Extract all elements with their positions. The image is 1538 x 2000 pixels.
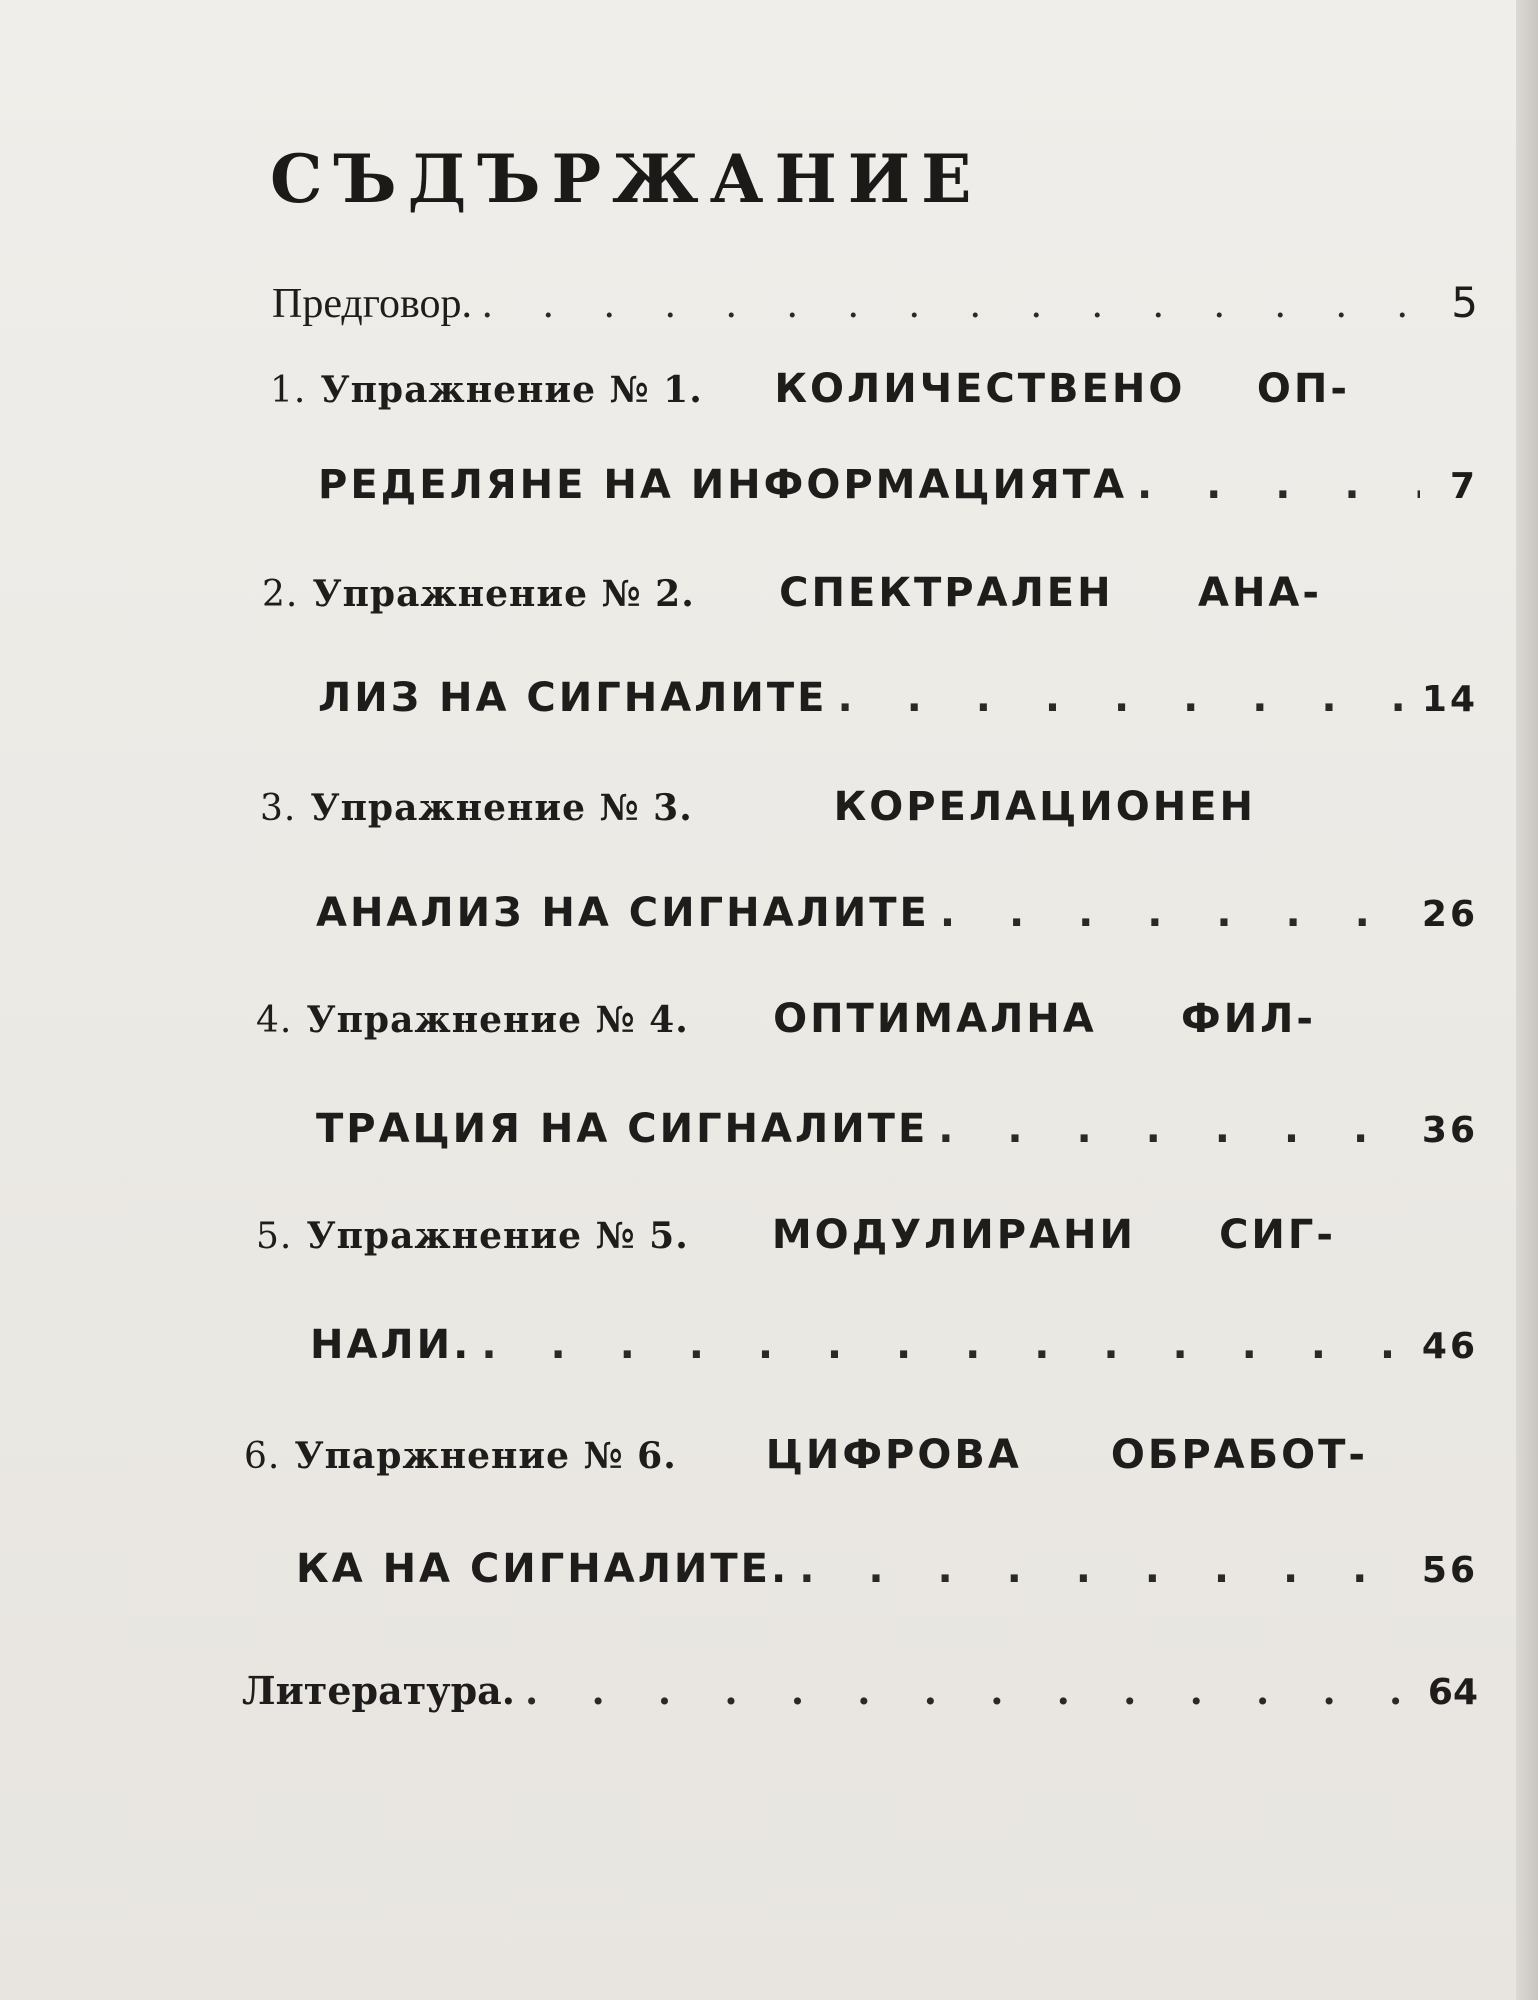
toc-entry-preface bbox=[272, 278, 1478, 328]
leader-dots bbox=[1137, 462, 1420, 508]
toc-entry-4-cont bbox=[316, 1106, 1478, 1152]
leader-dots bbox=[940, 890, 1404, 936]
exercise-label: 4. Упражнение № 4. bbox=[256, 999, 689, 1041]
leader-dots bbox=[482, 280, 1420, 328]
toc-page-number: 46 bbox=[1421, 1326, 1478, 1367]
toc-title: СЪДЪРЖАНИЕ bbox=[270, 140, 983, 218]
toc-entry-5-cont bbox=[310, 1322, 1478, 1368]
toc-page-number: 56 bbox=[1421, 1550, 1478, 1591]
toc-entry-3-head bbox=[260, 784, 1256, 830]
toc-entry-1-cont bbox=[318, 462, 1478, 508]
entry-title-continued: ЛИЗ НА СИГНАЛИТЕ bbox=[318, 675, 828, 721]
toc-entry-1-head bbox=[270, 366, 1350, 412]
entry-title-hyphenated: ОП- bbox=[1256, 366, 1350, 412]
exercise-label: 2. Упражнение № 2. bbox=[262, 573, 695, 615]
toc-entry-2-head bbox=[262, 570, 1322, 616]
exercise-label: 1. Упражнение № 1. bbox=[270, 369, 703, 411]
entry-title-part: ЦИФРОВА bbox=[765, 1432, 1022, 1478]
toc-entry-label: Литература. bbox=[242, 1668, 515, 1713]
toc-entry-6-cont bbox=[296, 1546, 1478, 1592]
entry-title-hyphenated: ОБРАБОТ- bbox=[1110, 1432, 1368, 1478]
entry-title-continued: РЕДЕЛЯНЕ НА ИНФОРМАЦИЯТА bbox=[318, 462, 1128, 508]
toc-entry-5-head bbox=[256, 1212, 1336, 1258]
toc-page-number: 7 bbox=[1449, 466, 1478, 507]
toc-page-number: 14 bbox=[1421, 679, 1478, 720]
toc-page-number: 36 bbox=[1421, 1110, 1478, 1151]
toc-entry-4-head bbox=[256, 996, 1316, 1042]
leader-dots bbox=[525, 1668, 1410, 1713]
exercise-label: 3. Упражнение № 3. bbox=[260, 787, 693, 829]
entry-title-part: ОПТИМАЛНА bbox=[773, 996, 1097, 1042]
entry-title-part: КОЛИЧЕСТВЕНО bbox=[774, 366, 1186, 412]
toc-entry-literature bbox=[242, 1668, 1478, 1713]
leader-dots bbox=[837, 675, 1403, 721]
toc-entry-3-cont bbox=[316, 890, 1478, 936]
entry-title-continued: НАЛИ. bbox=[310, 1322, 472, 1368]
toc-entry-label: Предговор. bbox=[272, 281, 473, 327]
exercise-label: 6. Упаржнение № 6. bbox=[244, 1435, 677, 1477]
toc-entry-6-head bbox=[244, 1432, 1368, 1478]
entry-title-hyphenated: СИГ- bbox=[1219, 1212, 1336, 1258]
entry-title-hyphenated: АНА- bbox=[1197, 570, 1322, 616]
entry-title-part: КОРЕЛАЦИОНЕН bbox=[833, 784, 1256, 830]
entry-title-continued: КА НА СИГНАЛИТЕ. bbox=[296, 1546, 790, 1592]
page-edge bbox=[1516, 0, 1538, 2000]
leader-dots bbox=[799, 1546, 1404, 1592]
leader-dots bbox=[481, 1322, 1404, 1368]
entry-title-continued: АНАЛИЗ НА СИГНАЛИТЕ bbox=[316, 890, 930, 936]
toc-page-number: 64 bbox=[1427, 1672, 1478, 1713]
entry-title-hyphenated: ФИЛ- bbox=[1181, 996, 1316, 1042]
toc-page-number: 5 bbox=[1451, 278, 1478, 327]
entry-title-part: МОДУЛИРАНИ bbox=[771, 1212, 1137, 1258]
exercise-label: 5. Упражнение № 5. bbox=[256, 1215, 689, 1257]
entry-title-part: СПЕКТРАЛЕН bbox=[779, 570, 1114, 616]
toc-entry-2-cont bbox=[318, 675, 1478, 721]
entry-title-continued: ТРАЦИЯ НА СИГНАЛИТЕ bbox=[316, 1106, 929, 1152]
leader-dots bbox=[938, 1106, 1404, 1152]
toc-page-number: 26 bbox=[1421, 894, 1478, 935]
